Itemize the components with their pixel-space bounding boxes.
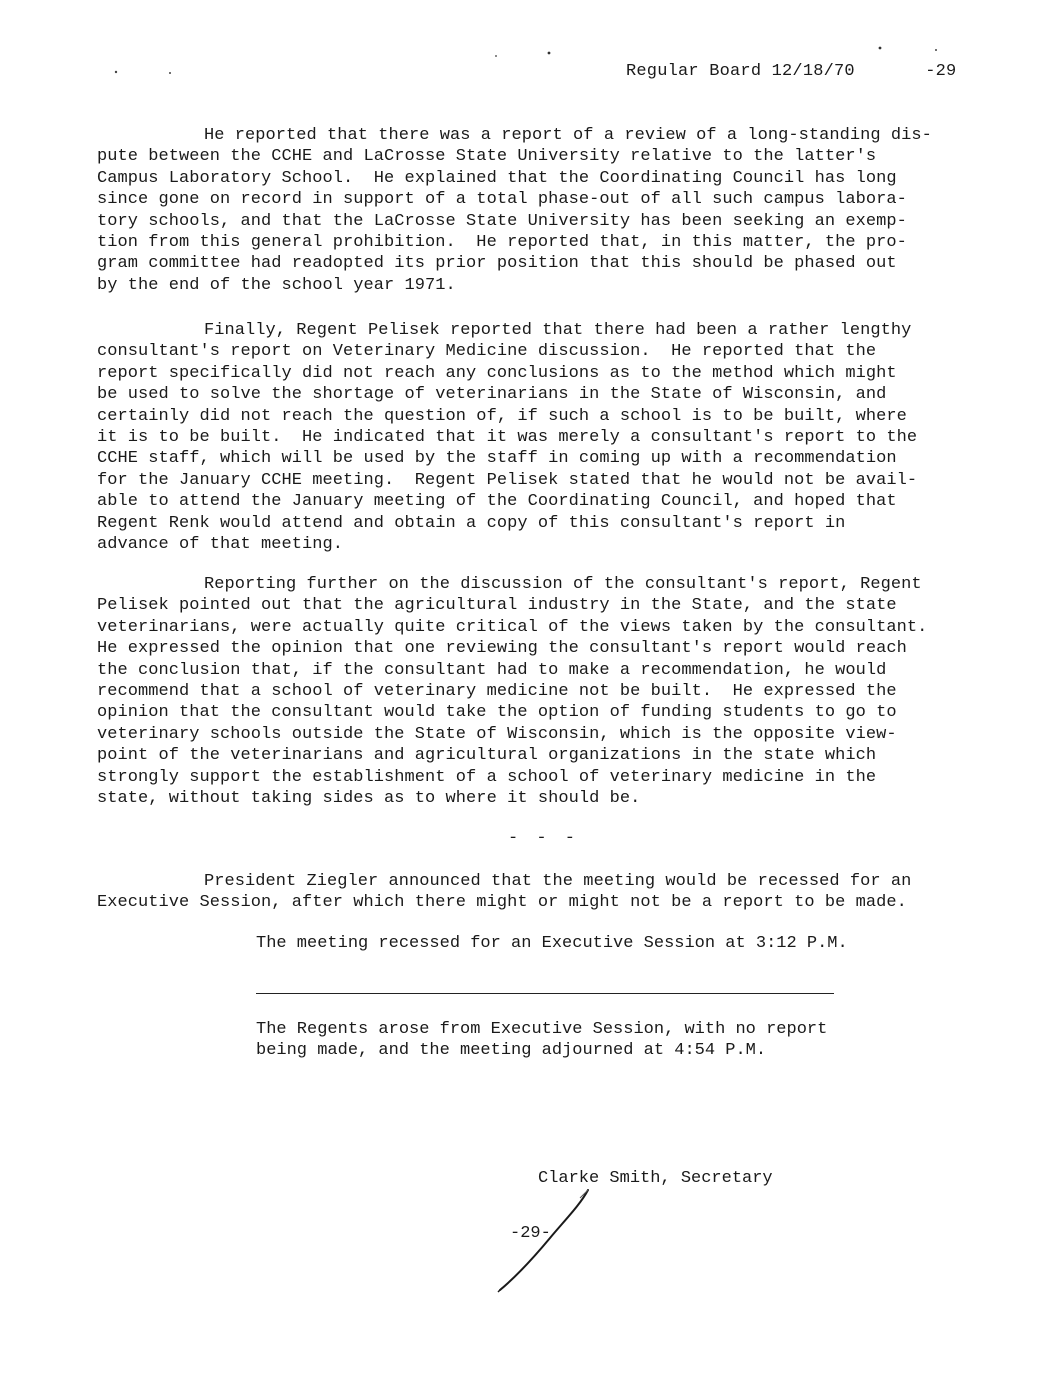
text-line: pute between the CCHE and LaCrosse State University relative to the latter's bbox=[97, 147, 877, 167]
text-line: consultant's report on Veterinary Medicine discussion. He reported that the bbox=[97, 342, 877, 362]
secretary-signature-line: Clarke Smith, Secretary bbox=[538, 1169, 773, 1188]
text-line: it is to be built. He indicated that it was merely a consultant's report to the bbox=[97, 428, 918, 448]
text-line: point of the veterinarians and agricultural organizations in the state which bbox=[97, 746, 877, 766]
paragraph-campus-school bbox=[97, 125, 957, 296]
text-line: Finally, Regent Pelisek reported that there had been a rather lengthy bbox=[204, 321, 912, 340]
text-line: the conclusion that, if the consultant had to make a recommendation, he would bbox=[97, 660, 887, 680]
paragraph-executive-session bbox=[97, 871, 957, 914]
text-line: gram committee had readopted its prior position that this should be phased out bbox=[97, 254, 897, 274]
text-line: President Ziegler announced that the meeting would be recessed for an bbox=[204, 872, 912, 891]
text-line: He expressed the opinion that one reviewing the consultant's report would reach bbox=[97, 639, 907, 659]
text-line: veterinarians, were actually quite critical of the views taken by the consultant. bbox=[97, 617, 928, 637]
text-line: veterinary schools outside the State of Wisconsin, which is the opposite view- bbox=[97, 724, 897, 744]
text-line: tion from this general prohibition. He reported that, in this matter, the pro- bbox=[97, 233, 907, 253]
recess-note: The meeting recessed for an Executive Session at 3:12 P.M. bbox=[256, 934, 848, 953]
text-line: Regent Renk would attend and obtain a copy of this consultant's report in bbox=[97, 513, 846, 533]
text-line: tory schools, and that the LaCrosse State University has been seeking an exemp- bbox=[97, 211, 907, 231]
text-line: The Regents arose from Executive Session, with no report bbox=[256, 1020, 828, 1039]
scan-specks bbox=[0, 0, 1051, 120]
header-page-number: -29 bbox=[925, 62, 957, 81]
text-line: being made, and the meeting adjourned at 4:54 P.M. bbox=[256, 1041, 767, 1061]
header-title: Regular Board 12/18/70 bbox=[626, 62, 855, 81]
section-separator: - - - bbox=[508, 829, 580, 848]
text-line: Pelisek pointed out that the agricultural industry in the State, and the state bbox=[97, 596, 897, 616]
text-line: strongly support the establishment of a school of veterinary medicine in the bbox=[97, 767, 877, 787]
text-line: able to attend the January meeting of the Coordinating Council, and hoped that bbox=[97, 492, 897, 512]
text-line: be used to solve the shortage of veterinarians in the State of Wisconsin, and bbox=[97, 385, 887, 405]
text-line: Campus Laboratory School. He explained that the Coordinating Council has long bbox=[97, 168, 897, 188]
text-line: opinion that the consultant would take the option of funding students to go to bbox=[97, 703, 897, 723]
text-line: recommend that a school of veterinary medicine not be built. He expressed the bbox=[97, 682, 897, 702]
text-line: He reported that there was a report of a review of a long-standing dis- bbox=[204, 126, 932, 145]
page-header bbox=[626, 62, 956, 81]
text-line: advance of that meeting. bbox=[97, 535, 344, 555]
text-line: CCHE staff, which will be used by the staff in coming up with a recommendation bbox=[97, 449, 897, 469]
text-line: by the end of the school year 1971. bbox=[97, 275, 456, 295]
adjourn-note bbox=[256, 1019, 827, 1062]
footer-page-number: -29- bbox=[510, 1224, 551, 1243]
paragraph-veterinary-report bbox=[97, 320, 957, 555]
paragraph-consultant-discussion bbox=[97, 574, 957, 809]
text-line: certainly did not reach the question of, if such a school is to be built, where bbox=[97, 406, 907, 426]
text-line: for the January CCHE meeting. Regent Pelisek stated that he would not be avail- bbox=[97, 470, 918, 490]
text-line: state, without taking sides as to where it should be. bbox=[97, 789, 641, 809]
text-line: Reporting further on the discussion of the consultant's report, Regent bbox=[204, 575, 922, 594]
text-line: since gone on record in support of a total phase-out of all such campus labora- bbox=[97, 190, 907, 210]
horizontal-rule bbox=[256, 993, 834, 994]
text-line: report specifically did not reach any conclusions as to the method which might bbox=[97, 363, 897, 383]
handwritten-signature-stroke bbox=[490, 1180, 600, 1300]
text-line: Executive Session, after which there might or might not be a report to be made. bbox=[97, 893, 907, 913]
